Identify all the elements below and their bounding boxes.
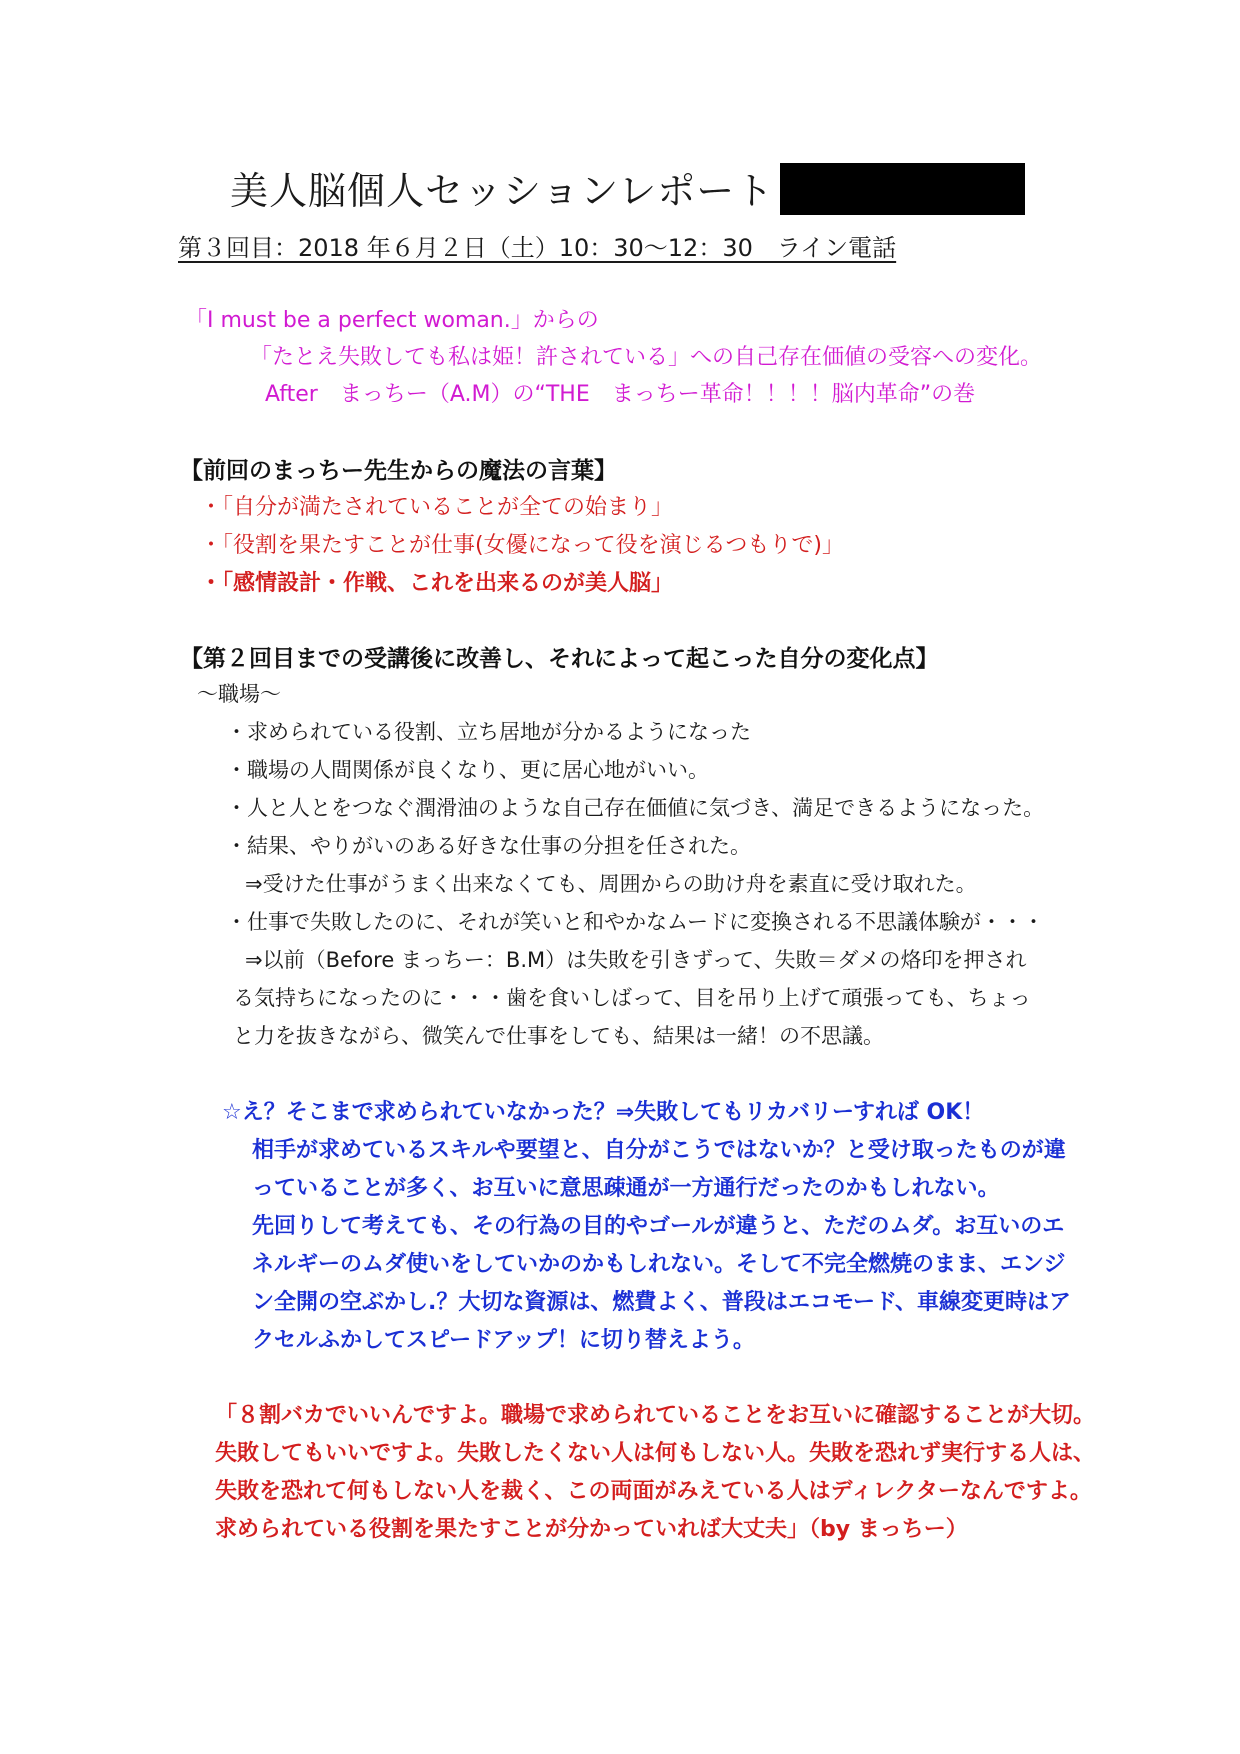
quote-line: 失敗を恐れて何もしない人を裁く、この両面がみえている人はディレクターなんですよ。 xyxy=(215,1479,1092,1504)
magic-word-item: ・「感情設計・作戦、これを出来るのが美人脳」 xyxy=(200,571,674,596)
magic-words-heading: 【前回のまっちー先生からの魔法の言葉】 xyxy=(180,458,617,484)
quote-line: 失敗してもいいですよ。失敗したくない人は何もしない人。失敗を恐れず実行する人は、 xyxy=(215,1441,1096,1466)
changes-heading: 【第２回目までの受講後に改善し、それによって起こった自分の変化点】 xyxy=(180,646,939,672)
change-line: る気持ちになったのに・・・歯を食いしばって、目を吊り上げて頑張っても、ちょっ xyxy=(233,986,1031,1010)
insight-line: 相手が求めているスキルや要望と、自分がこうではないか？と受け取ったものが違 xyxy=(252,1138,1066,1163)
insight-line: ☆え？そこまで求められていなかった？⇒失敗してもリカバリーすれば OK！ xyxy=(222,1100,985,1125)
insight-line: クセルふかしてスピードアップ！に切り替えよう。 xyxy=(252,1328,755,1353)
theme-line-2: 「たとえ失敗しても私は姫！許されている」への自己存在価値の受容への変化。 xyxy=(250,345,1043,370)
quote-line: 求められている役割を果たすことが分かっていれば大丈夫」（by まっちー） xyxy=(215,1517,968,1542)
change-line: ・求められている役割、立ち居地が分かるようになった xyxy=(226,720,751,744)
insight-line: ン全開の空ぶかし.？大切な資源は、燃費よく、普段はエコモード、車線変更時はア xyxy=(252,1290,1072,1315)
magic-word-item: ・「自分が満たされていることが全ての始まり」 xyxy=(200,495,674,520)
redacted-name-block xyxy=(780,163,1025,215)
quote-line: 「８割バカでいいんですよ。職場で求められていることをお互いに確認することが大切。 xyxy=(215,1403,1096,1428)
session-date-line: 第３回目：2018 年６月２日（土）10：30～12：30 ライン電話 xyxy=(178,234,897,262)
change-line: と力を抜きながら、微笑んで仕事をしても、結果は一緒！の不思議。 xyxy=(233,1024,884,1048)
theme-line-3: After まっちー（A.M）の“THE まっちー革命！！！！脳内革命”の巻 xyxy=(265,382,976,407)
change-line: ⇒受けた仕事がうまく出来なくても、周囲からの助け舟を素直に受け取れた。 xyxy=(245,872,977,896)
change-line: ・職場の人間関係が良くなり、更に居心地がいい。 xyxy=(226,758,709,782)
change-line: ・人と人とをつなぐ潤滑油のような自己存在価値に気づき、満足できるようになった。 xyxy=(226,796,1045,820)
theme-line-1: 「I must be a perfect woman.」からの xyxy=(185,308,599,333)
insight-line: 先回りして考えても、その行為の目的やゴールが違うと、ただのムダ。お互いのエ xyxy=(252,1214,1065,1239)
section-label-workplace: ～職場～ xyxy=(197,682,281,706)
page-title: 美人脳個人セッションレポート xyxy=(230,168,775,213)
insight-line: ネルギーのムダ使いをしていかのかもしれない。そして不完全燃焼のまま、エンジ xyxy=(252,1252,1066,1277)
insight-line: っていることが多く、お互いに意思疎通が一方通行だったのかもしれない。 xyxy=(252,1176,1000,1201)
change-line: ⇒以前（Before まっちー：B.M）は失敗を引きずって、失敗＝ダメの烙印を押され xyxy=(245,948,1027,972)
title-row xyxy=(230,162,1025,212)
change-line: ・仕事で失敗したのに、それが笑いと和やかなムードに変換される不思議体験が・・・ xyxy=(226,910,1044,934)
magic-word-item: ・「役割を果たすことが仕事(女優になって役を演じるつもりで)」 xyxy=(200,533,844,558)
change-line: ・結果、やりがいのある好きな仕事の分担を任された。 xyxy=(226,834,751,858)
